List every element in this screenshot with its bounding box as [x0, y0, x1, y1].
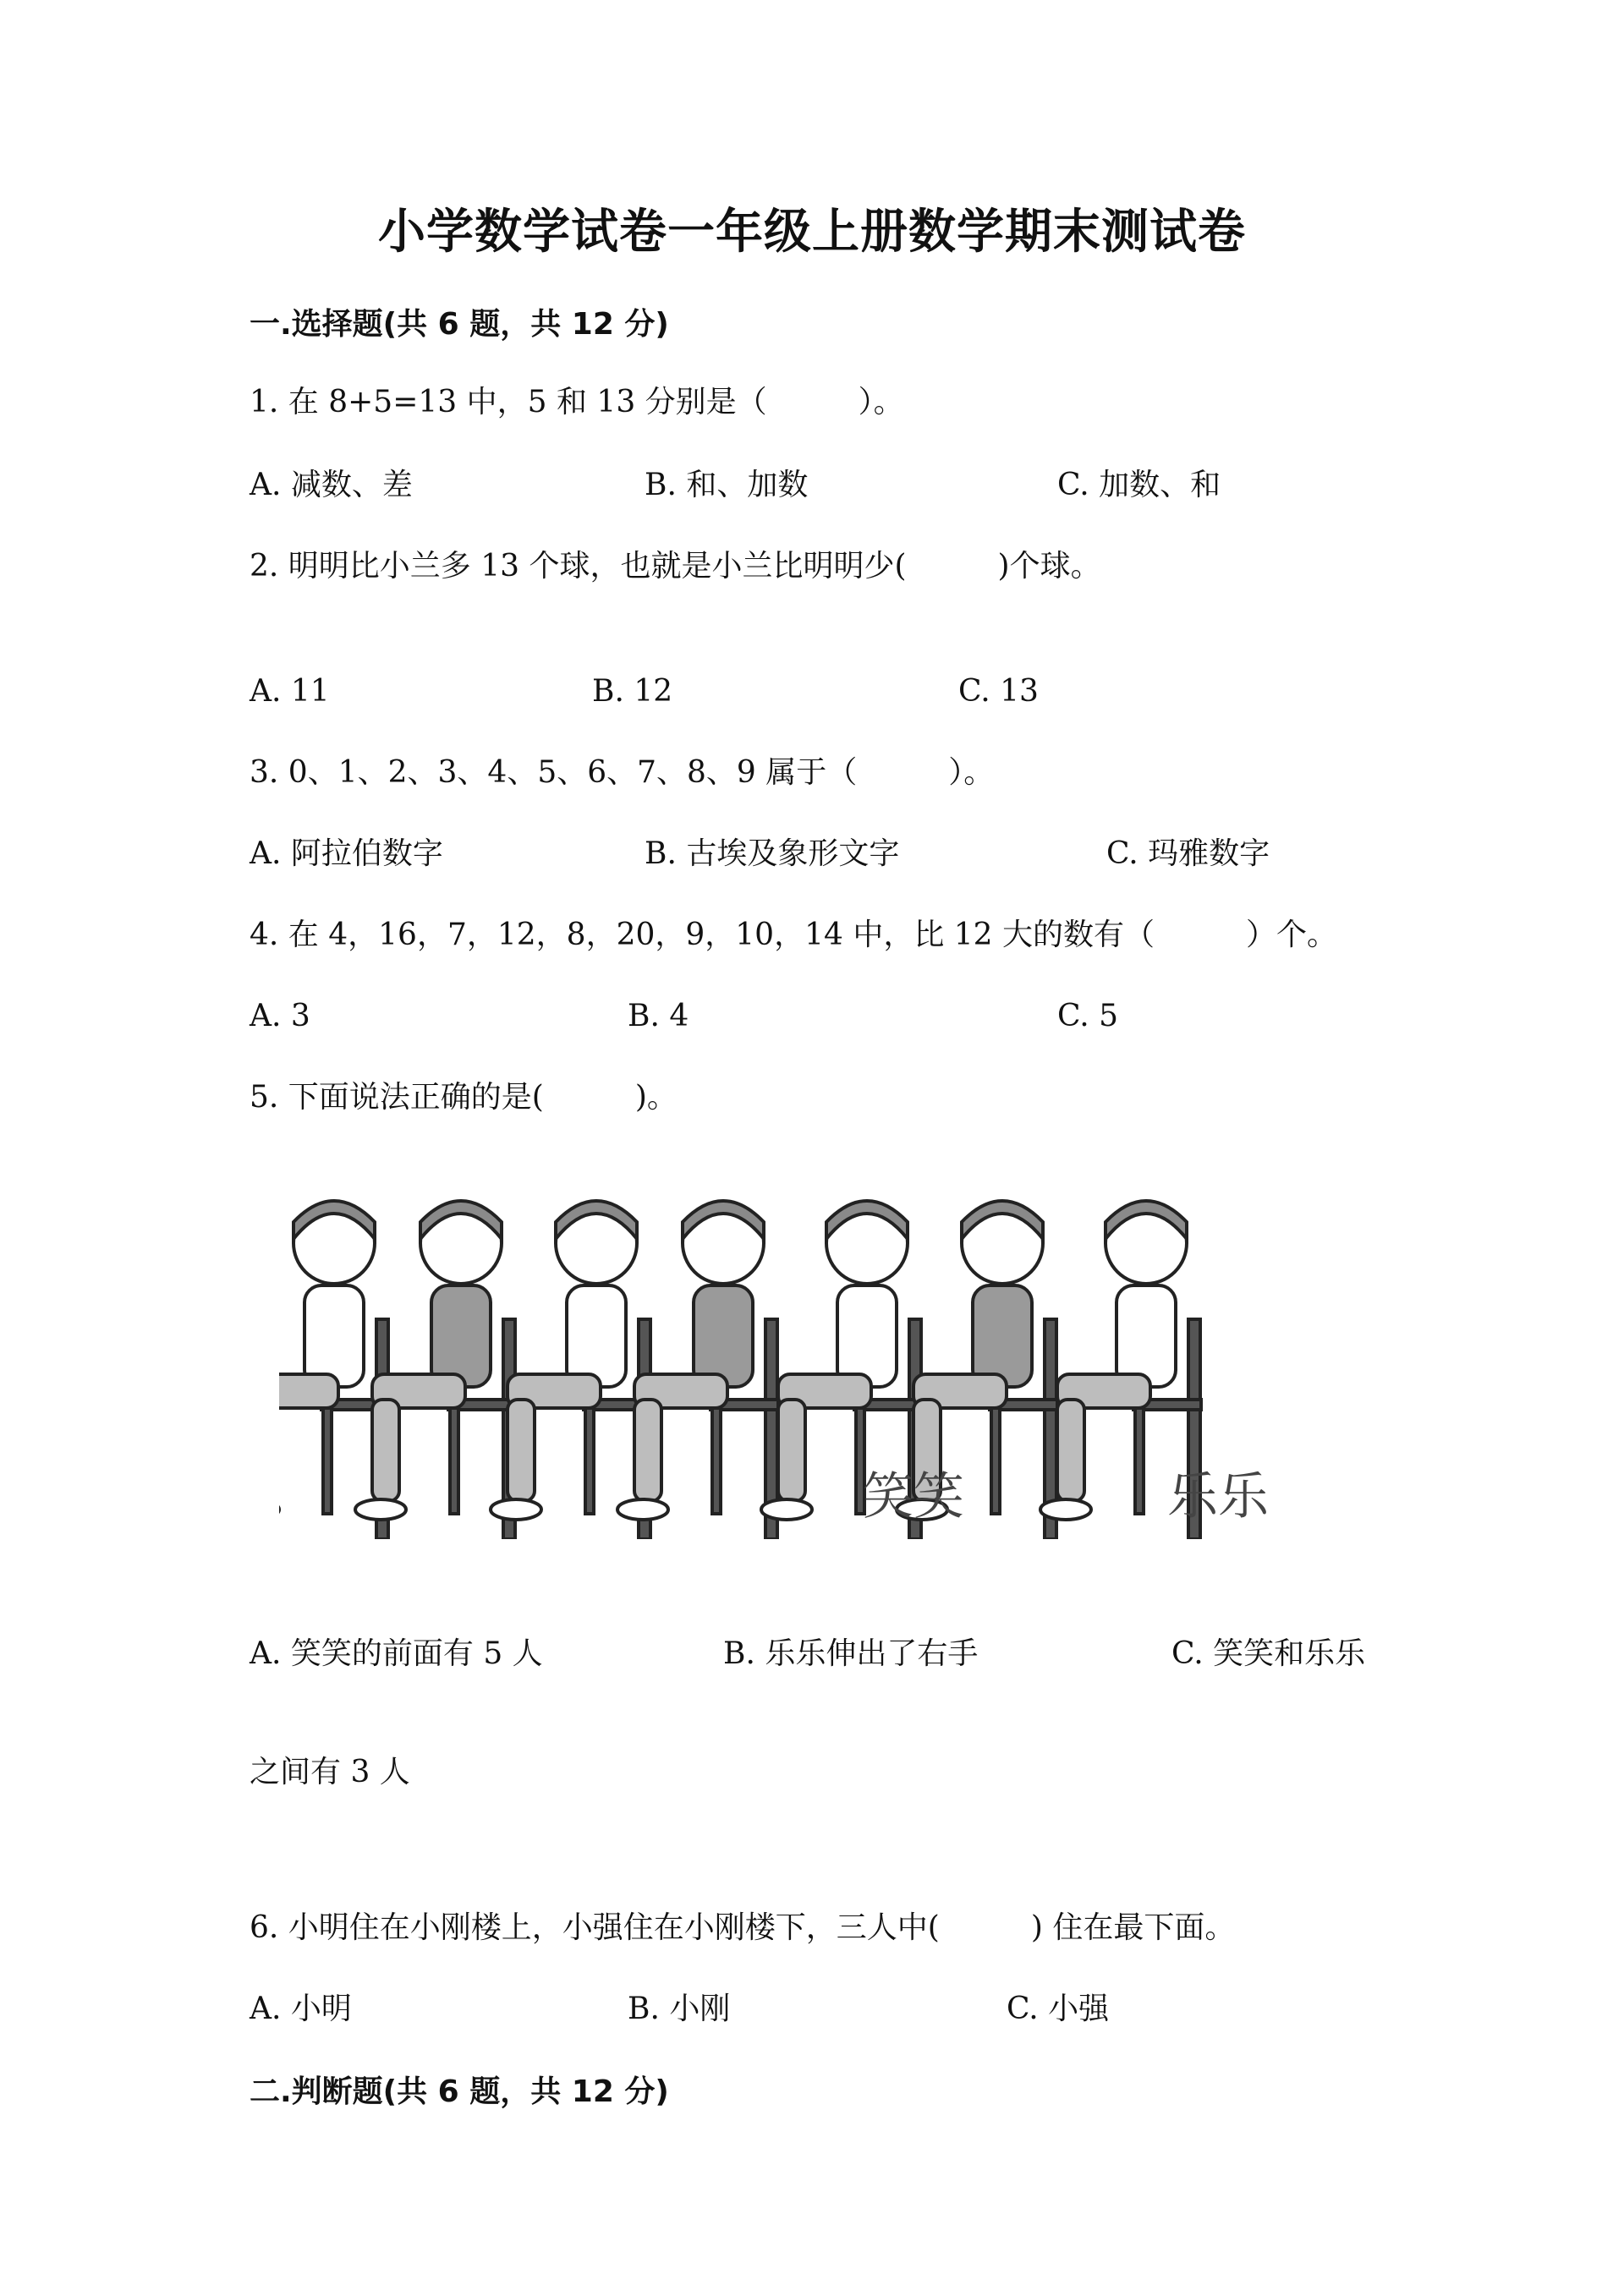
question-2-option-a: A. 11: [250, 674, 330, 709]
chair-leg: [323, 1408, 332, 1514]
child-body: [304, 1285, 364, 1387]
question-1-option-a: A. 减数、差: [250, 468, 413, 502]
question-1-option-b: B. 和、加数: [645, 468, 809, 502]
child-body: [567, 1285, 626, 1387]
child-shoe: [617, 1499, 668, 1520]
child-body: [694, 1285, 753, 1387]
child-shoe: [491, 1499, 541, 1520]
chair-leg: [585, 1408, 594, 1514]
question-6-stem: 6. 小明住在小刚楼上，小强住在小刚楼下，三人中( ) 住在最下面。: [250, 1910, 1236, 1945]
child-shoe: [1040, 1499, 1091, 1520]
section-heading-judgement: 二.判断题(共 6 题，共 12 分): [250, 2074, 669, 2109]
question-2-stem: 2. 明明比小兰多 13 个球，也就是小兰比明明少( )个球。: [250, 549, 1101, 584]
question-3-option-b: B. 古埃及象形文字: [645, 836, 900, 871]
child-shin: [1057, 1400, 1084, 1501]
question-5-option-b: B. 乐乐伸出了右手: [723, 1636, 979, 1671]
question-2-option-c: C. 13: [958, 674, 1039, 709]
child-shoe: [355, 1499, 406, 1520]
chair-leg: [1135, 1408, 1144, 1514]
chair-leg: [991, 1408, 1000, 1514]
child-shin: [778, 1400, 805, 1501]
figure-label-lele: 乐乐: [1167, 1467, 1269, 1526]
question-4-option-c: C. 5: [1057, 999, 1119, 1033]
question-6-option-a: A. 小明: [250, 1992, 352, 2026]
question-5-stem: 5. 下面说法正确的是( )。: [250, 1080, 678, 1115]
child-body: [973, 1285, 1032, 1387]
child-shoe: [761, 1499, 812, 1520]
child-body: [837, 1285, 897, 1387]
chair-leg: [450, 1408, 458, 1514]
child-shin: [508, 1400, 535, 1501]
question-3-option-c: C. 玛雅数字: [1106, 836, 1270, 871]
question-6-option-b: B. 小刚: [628, 1992, 731, 2026]
question-1-stem: 1. 在 8+5=13 中，5 和 13 分别是（ ）。: [250, 385, 904, 419]
figure-label-xiaoxiao: 笑笑: [863, 1467, 964, 1526]
chair-leg: [712, 1408, 721, 1514]
child-body: [431, 1285, 491, 1387]
section-heading-choice: 一.选择题(共 6 题，共 12 分): [250, 307, 669, 342]
question-5-option-c: C. 笑笑和乐乐: [1171, 1636, 1366, 1671]
child-thigh: [279, 1374, 338, 1408]
question-5-option-a: A. 笑笑的前面有 5 人: [250, 1636, 543, 1671]
question-2-option-b: B. 12: [592, 674, 673, 709]
question-4-option-a: A. 3: [250, 999, 310, 1033]
children-sitting-illustration: [279, 1184, 1286, 1539]
child-body: [1116, 1285, 1176, 1387]
question-4-option-b: B. 4: [628, 999, 689, 1033]
question-6-option-c: C. 小强: [1007, 1992, 1110, 2026]
question-5-option-c-continuation: 之间有 3 人: [250, 1755, 410, 1789]
question-1-option-c: C. 加数、和: [1057, 468, 1221, 502]
question-3-option-a: A. 阿拉伯数字: [250, 836, 443, 871]
page-title: 小学数学试卷一年级上册数学期末测试卷: [378, 205, 1246, 260]
child-shin: [372, 1400, 399, 1501]
child-shin: [634, 1400, 661, 1501]
question-4-stem: 4. 在 4，16，7，12，8，20，9，10，14 中，比 12 大的数有（ ）个。: [250, 918, 1338, 952]
question-3-stem: 3. 0、1、2、3、4、5、6、7、8、9 属于（ ）。: [250, 755, 995, 790]
